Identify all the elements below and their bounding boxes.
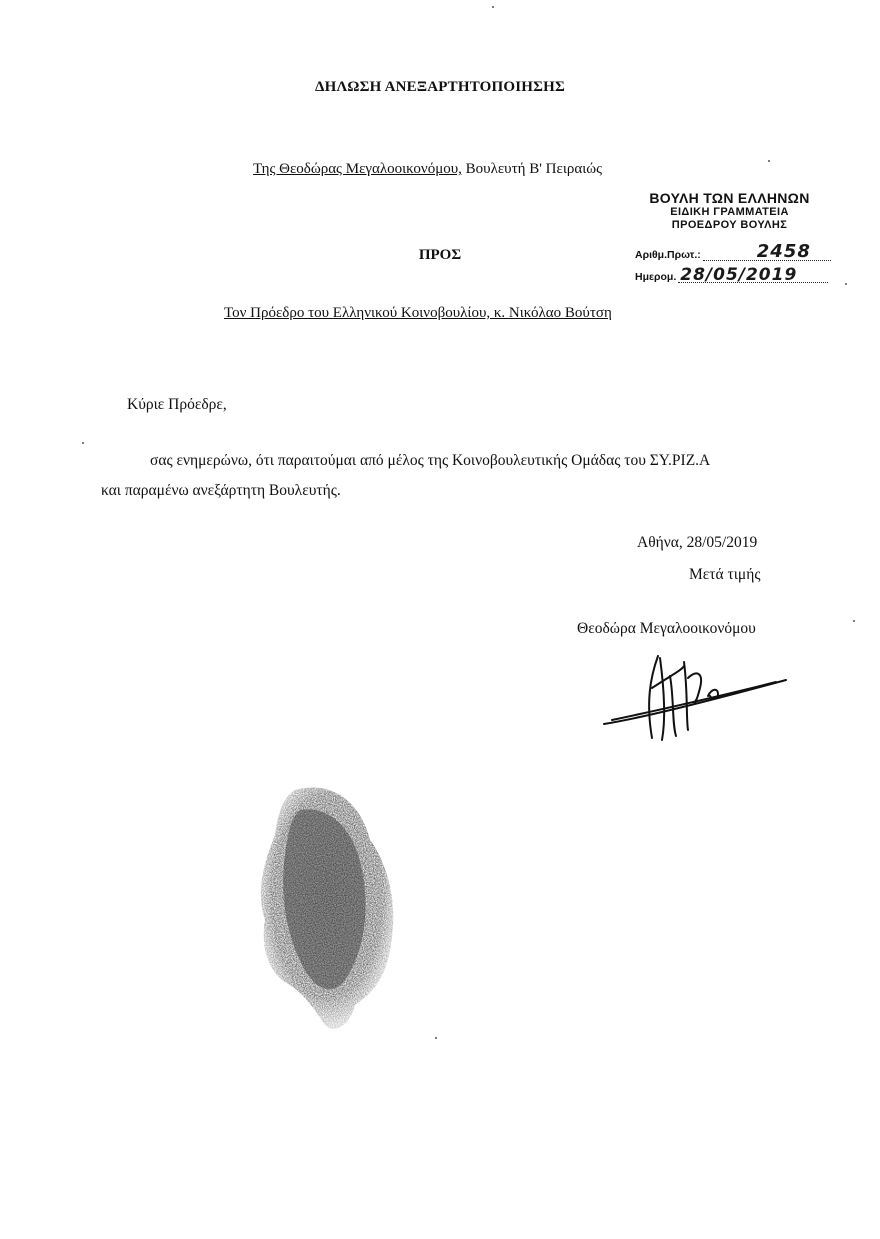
signer-name: Θεοδώρα Μεγαλοοικονόμου [577,620,756,637]
place-date: Αθήνα, 28/05/2019 [637,534,758,551]
stamp-protocol-value: 2458 [756,241,811,262]
parliament-stamp [622,190,837,285]
paper-speck [435,1037,437,1039]
ink-blot [250,780,400,1040]
stamp-protocol-label: Αριθμ.Πρωτ.: [635,249,701,261]
sender-line [253,161,602,178]
stamp-date-field [678,265,828,285]
recipient-heading: ΠΡΟΣ [418,247,462,263]
stamp-date-row [635,265,828,285]
paper-speck [845,283,847,285]
paper-speck [492,6,494,8]
recipient-line: Τον Πρόεδρο του Ελληνικού Κοινοβουλίου, κ. Νικόλαο Βούτση [224,305,612,321]
stamp-line-speaker: ΠΡΟΕΔΡΟΥ ΒΟΥΛΗΣ [671,219,788,231]
sender-name: Της Θεοδώρας Μεγαλοοικονόμου, [253,161,462,177]
document-title: ΔΗΛΩΣΗ ΑΝΕΞΑΡΤΗΤΟΠΟΙΗΣΗΣ [314,79,566,95]
closing: Μετά τιμής [689,566,761,583]
stamp-date-value: 28/05/2019 [680,265,798,285]
handwritten-signature [600,648,790,748]
body-text-line-1: σας ενημερώνω, ότι παραιτούμαι από μέλος της Κοινοβουλευτικής Ομάδας του ΣΥ.ΡΙΖ.Α [150,452,711,469]
paper-speck [853,620,855,622]
paper-speck [82,442,84,444]
stamp-date-label: Ημερομ. [635,271,677,283]
stamp-line-parliament: ΒΟΥΛΗ ΤΩΝ ΕΛΛΗΝΩΝ [649,190,810,206]
paper-speck [768,160,770,162]
sender-role: Βουλευτή Β' Πειραιώς [465,161,603,177]
salutation: Κύριε Πρόεδρε, [127,396,227,413]
body-text-line-2: και παραμένω ανεξάρτητη Βουλευτής. [101,482,341,499]
stamp-line-secretariat: ΕΙΔΙΚΗ ΓΡΑΜΜΑΤΕΙΑ [670,206,789,218]
